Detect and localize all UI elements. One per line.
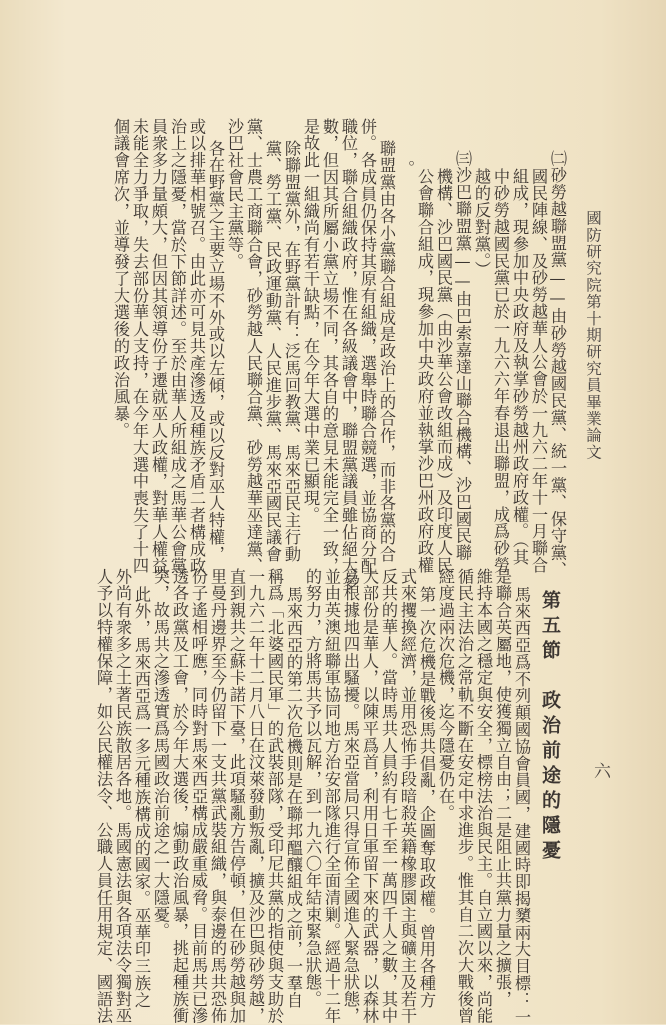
text-column: 直到親共之蘇卡諾下臺，此項騷亂方告停頓，但在砂勞越與加 <box>227 568 246 1025</box>
text-column: 大部份是華人，以陳平爲首，利用日軍留下來的武器，以森林 <box>360 568 379 1025</box>
text-column: 黨、士農工商聯合會，砂勞越人民聯合黨、砂勞越華巫達黨、 <box>244 118 263 575</box>
text-column: 未能全力爭取，失去部份華人支持，在今年大選中喪失了十四 <box>130 118 149 575</box>
text-column: 並由英澳紐聯軍協同地方治安部隊進行全面清剿。經過十二年 <box>322 568 341 1025</box>
text-column: 中砂勞越國民黨已於一九六六年春退出聯盟，成爲砂勞 <box>491 168 510 574</box>
text-column: 是聯合英屬地，使獲獨立自由；二是阻止共黨力量之擴張， <box>493 568 512 1008</box>
text-column: 里曼丹邊界至今仍留下一支共黨武裝組織，與泰邊的馬共恐佈 <box>208 568 227 1025</box>
text-column: 維持本國之穩定與安全，標榜法治與民主。自立國以來，尚能 <box>474 568 493 1025</box>
text-column: ㈡砂勞越聯盟黨——由砂勞越國民黨、統一黨、保守黨、 <box>548 150 567 579</box>
page-number: 六 <box>590 762 610 780</box>
text-column: 反共的華人。當時馬共人員約有七千至一萬四千人之數，其中 <box>379 568 398 1025</box>
text-column: 第一次危機是戰後馬共倡亂，企圖奪取政權。曾用各種方 <box>417 586 436 1009</box>
text-column: 此外，馬來西亞爲一多元種族構成的國家。巫華印三族之 <box>132 586 151 1009</box>
text-column: 併。各成員仍保持其原有組織，選舉時聯合競選，並協商分配 <box>358 118 377 575</box>
text-column: 馬來西亞的第二次危機則是在聯邦醞釀組成之前，一羣自 <box>284 586 303 1009</box>
text-column: 突，故馬共之滲透實爲馬國政治前途之一大隱憂。 <box>151 568 170 940</box>
text-column: 透各政黨及工會，於今年大選後，煽動政治風暴，挑起種族衝 <box>170 568 189 1025</box>
section-title: 第五節 政治前途的隱憂 <box>539 590 561 865</box>
text-column: 是故此一組織尚有若干缺點，在今年大選中業已顯現。 <box>301 118 320 524</box>
text-column: 越的反對黨。） <box>472 168 491 279</box>
text-column: 國民陣線、及砂勞越華人公會於一九六二年十一月聯合 <box>529 168 548 574</box>
text-column: 員衆多力量頗大，但因其領導份子遷就巫人政權，對華人權益 <box>149 118 168 575</box>
text-column: 數，但因其所屬小黨立場不同，其各自的意見未能完全一致， <box>320 118 339 575</box>
text-column: 。 <box>396 160 415 177</box>
running-header: 國防研究院第十期研究員畢業論文 <box>584 210 602 461</box>
text-column: 份子遙相呼應，同時對馬來西亞構成嚴重威脅。目前馬共已滲 <box>189 568 208 1025</box>
text-column: 外尚有衆多之土著民族散居各地。馬國憲法與各項法令獨對巫 <box>113 568 132 1025</box>
text-column: 式來攫換經濟，並用恐怖手段暗殺英籍橡膠園主與礦主及若干 <box>398 568 417 1025</box>
text-column: 各在野黨之主要立場不外或以左傾，或以反對巫人特權， <box>206 140 225 563</box>
text-column: 組成，現參加中央政府及執掌砂勞越州政府政權。（其 <box>510 168 529 566</box>
text-column: 公會聯合組成，現參加中央政府並執掌沙巴州政府政權 <box>415 168 434 574</box>
text-column: 的努力，方將馬共予以瓦解，到一九六〇年結束緊急狀態。 <box>303 568 322 1008</box>
text-column: 經度過兩次危機，迄今隱憂仍在。 <box>436 568 455 822</box>
text-column: 一九六二年十二月八日在汶萊發動叛亂，擴及沙巴與砂勞越， <box>246 568 265 1025</box>
text-column: 馬來西亞爲不列顛國協會員國，建國時即揭櫫兩大目標：一 <box>512 586 531 1025</box>
text-column: 人予以特權保障，如公民權法令、公職人員任用規定、國語法 <box>94 568 113 1025</box>
text-column: 職位，聯合組織政府，惟在各級議會中，聯盟黨議員雖佔絕大多 <box>339 118 358 592</box>
text-column: ㈢沙巴聯盟黨——由巴索嘉達山聯合機構、沙巴國民聯 <box>453 150 472 562</box>
text-column: 沙巴社會民主黨等。 <box>225 118 244 271</box>
text-column: 治上之隱憂，當於下節詳述。至於由華人所組成之馬華公會黨 <box>168 118 187 575</box>
text-column: 黨、勞工黨、民政運動黨、人民進步黨、馬來亞國民議會 <box>263 140 282 563</box>
text-column: 機構、沙巴國民黨（由沙華公會改組而成）及印度人民 <box>434 168 453 574</box>
text-column: 個議會席次，並導發了大選後的政治風暴。 <box>111 118 130 440</box>
text-column: 爲根據地四出騷擾。馬來亞當局只得宣佈全國進入緊急狀態， <box>341 568 360 1025</box>
text-column: 聯盟黨由各小黨聯合組成是政治上的合作，而非各黨的合 <box>377 140 396 563</box>
text-column: 循民主法治之常軌不斷在安定中求進步。惟其自二次大戰後曾 <box>455 568 474 1025</box>
text-column: 除聯盟黨外，在野黨計有：泛馬回教黨、馬來亞民主行動 <box>282 140 301 563</box>
text-column: 或以排華相號召。由此亦可見共產滲透及種族矛盾二者構成政 <box>187 118 206 575</box>
text-column: 稱爲「北婆國民軍」的武裝部隊，受印尼共黨的指使與支助於 <box>265 568 284 1025</box>
